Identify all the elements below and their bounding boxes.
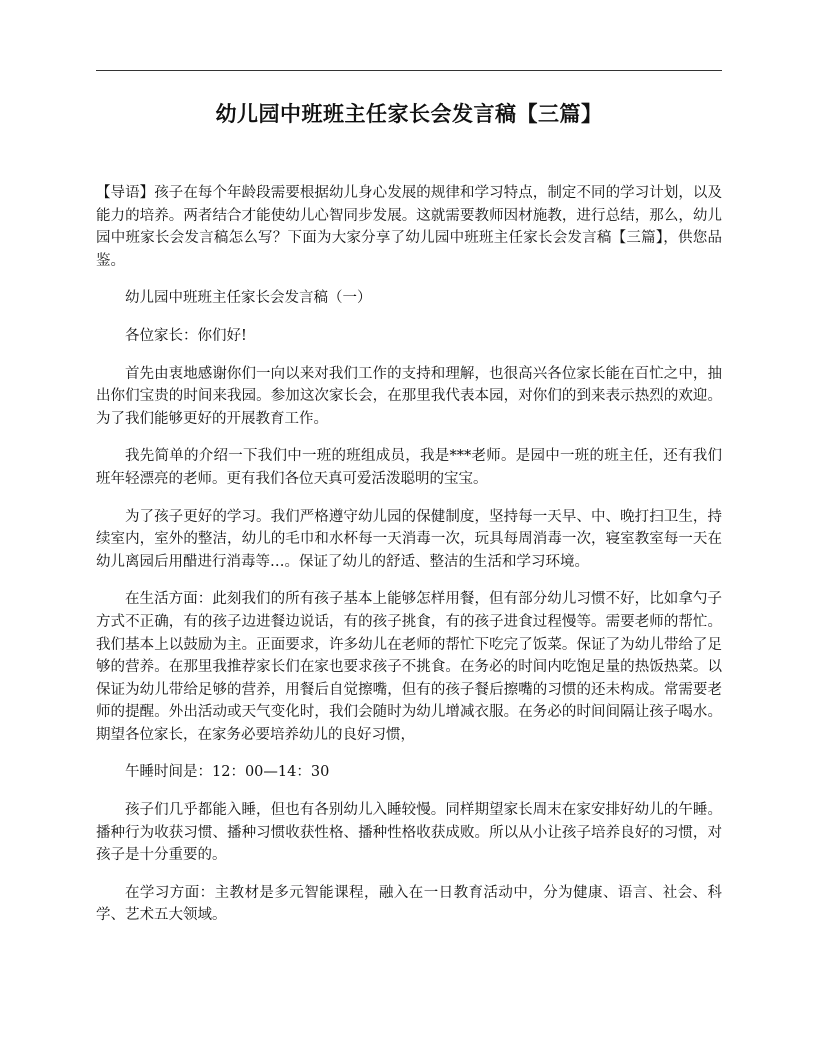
paragraph-intro: 【导语】孩子在每个年龄段需要根据幼儿身心发展的规律和学习特点，制定不同的学习计划，以及能力的培养。两者结合才能使幼儿心智同步发展。这就需要教师因材施教，进行总结，那么，幼儿园中班家长会发言稿怎么写？下面为大家分享了幼儿园中班班主任家长会发言稿【三篇】，供您品鉴。 xyxy=(96,185,722,269)
paragraph-nap-time: 午睡时间是：12：00—14：30 xyxy=(125,764,330,781)
paragraph: 首先由衷地感谢你们一向以来对我们工作的支持和理解，也很高兴各位家长能在百忙之中，抽出你们宝贵的时间来我园。参加这次家长会，在那里我代表本园，对你们的到来表示热烈的欢迎。为了我们能够更好的开展教育工作。 xyxy=(96,365,722,427)
document-body xyxy=(96,182,722,927)
paragraph-section-heading: 幼儿园中班班主任家长会发言稿（一） xyxy=(125,290,372,307)
paragraph: 在学习方面：主教材是多元智能课程，融入在一日教育活动中，分为健康、语言、社会、科学、艺术五大领域。 xyxy=(96,884,722,924)
document-title: 幼儿园中班班主任家长会发言稿【三篇】 xyxy=(215,101,603,126)
header-rule xyxy=(96,70,722,71)
paragraph: 我先简单的介绍一下我们中一班的班组成员，我是***老师。是园中一班的班主任，还有我们班年轻漂亮的老师。更有我们各位天真可爱活泼聪明的宝宝。 xyxy=(96,448,722,487)
paragraph: 在生活方面：此刻我们的所有孩子基本上能够怎样用餐，但有部分幼儿习惯不好，比如拿勺子方式不正确，有的孩子边进餐边说话，有的孩子挑食，有的孩子进食过程慢等。需要老师的帮忙。我们基本上以鼓励为主。正面要求，许多幼儿在老师的帮忙下吃完了饭菜。保证了为幼儿带给了足够的营养。在那里我推荐家长们在家也要求孩子不挑食。在务必的时间内吃饱足量的热饭热菜。以保证为幼儿带给足够的营养，用餐后自觉擦嘴，但有的孩子餐后擦嘴的习惯的还未构成。常需要老师的提醒。外出活动或天气变化时，我们会随时为幼儿增减衣服。在务必的时间间隔让孩子喝水。期望各位家长，在家务必要培养幼儿的良好习惯， xyxy=(96,591,722,743)
paragraph: 孩子们几乎都能入睡，但也有各别幼儿入睡较慢。同样期望家长周末在家安排好幼儿的午睡。播种行为收获习惯、播种习惯收获性格、播种性格收获成败。所以从小让孩子培养良好的习惯，对孩子是十分重要的。 xyxy=(96,802,722,864)
document-page xyxy=(96,70,722,1050)
paragraph-greeting: 各位家长：你们好! xyxy=(125,327,247,344)
paragraph: 为了孩子更好的学习。我们严格遵守幼儿园的保健制度，坚持每一天早、中、晚打扫卫生，持续室内，室外的整洁，幼儿的毛巾和水杯每一天消毒一次，玩具每周消毒一次，寝室教室每一天在幼儿离园后用醋进行消毒等…。保证了幼儿的舒适、整洁的生活和学习环境。 xyxy=(96,508,722,570)
